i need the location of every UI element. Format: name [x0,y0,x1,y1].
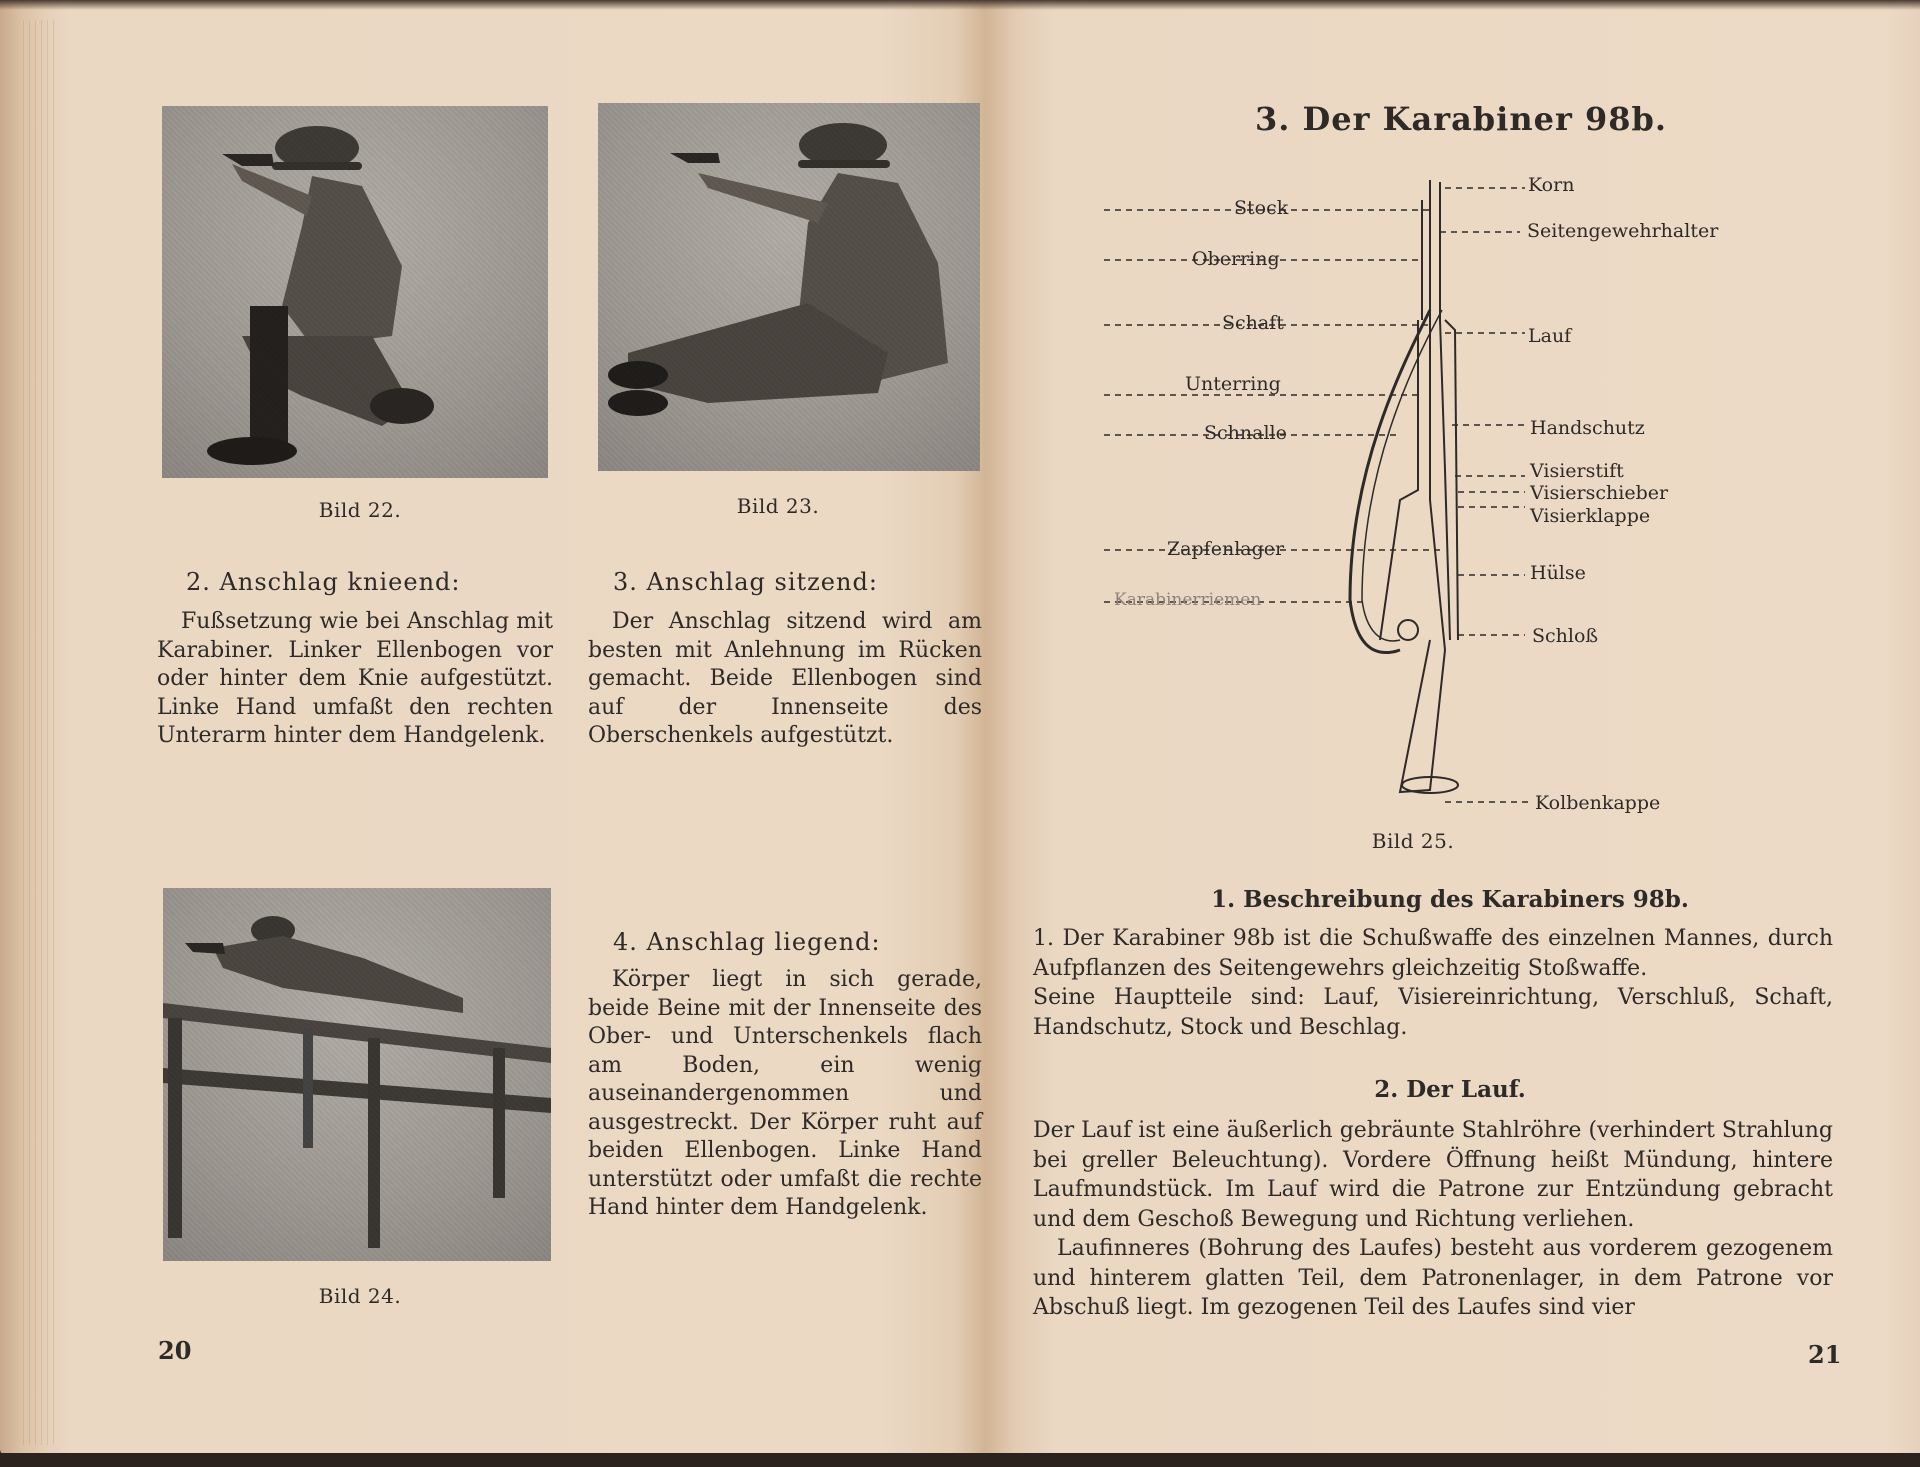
section-text [1033,924,1833,1042]
figure-caption: Bild 22. [318,498,402,522]
section-heading: 3. Anschlag sitzend: [613,568,878,596]
kneeling-soldier-illustration [162,106,548,478]
chapter-title: 3. Der Karabiner 98b. [1255,100,1667,138]
figure-caption: Bild 25. [1371,829,1455,853]
figure-caption: Bild 23. [736,494,820,518]
paragraph: Körper liegt in sich gerade, beide Beine mit der Innenseite des Ober- und Unterschenkels flach am Boden, ein wenig auseinandergenommen und ausgestreckt. Der Körper ruht auf beiden Ellenbogen. Linke Hand unterstützt oder umfaßt die rechte Hand hinter dem Handgelenk. [588,967,982,1220]
photo-prone [163,888,551,1261]
diagram-label: Seitengewehrhalter [1527,220,1719,242]
paragraph: 1. Der Karabiner 98b ist die Schußwaffe des einzelnen Mannes, durch Aufpflanzen des Seitengewehrs gleichzeitig Stoßwaffe. [1033,926,1833,981]
diagram-label: Stock [1234,197,1289,219]
section-text [588,966,982,1223]
diagram-label: Korn [1528,174,1575,196]
diagram-label: Schaft [1222,312,1284,334]
section-heading: 4. Anschlag liegend: [613,928,881,956]
diagram-label: Handschutz [1530,417,1645,439]
section-text [1033,1116,1833,1323]
page-edges [18,20,58,1445]
paragraph: Der Anschlag sitzend wird am besten mit Anlehnung im Rücken gemacht. Beide Ellenbogen sind auf der Innenseite des Oberschenkels aufgestützt. [588,609,982,748]
diagram-label: Kolbenkappe [1535,792,1661,814]
section-text [157,608,553,751]
paragraph: Laufinneres (Bohrung des Laufes) besteht aus vorderem gezogenem und hinterem glatten Teil, dem Patronenlager, in dem Patrone vor Abschuß liegt. Im gezogenen Teil des Laufes sind vier [1033,1236,1833,1320]
diagram-label: Hülse [1530,562,1586,584]
paragraph: Fußsetzung wie bei Anschlag mit Karabiner. Linker Ellenbogen vor oder hinter dem Knie aufgestützt. Linke Hand umfaßt den rechten Unterarm hinter dem Handgelenk. [157,609,553,748]
diagram-label: Unterring [1185,373,1281,395]
section-heading: 2. Der Lauf. [1374,1076,1526,1103]
paragraph: Der Lauf ist eine äußerlich gebräunte Stahlröhre (verhindert Strahlung bei greller Beleuchtung). Vordere Öffnung heißt Mündung, hintere Laufmundstück. Im Lauf wird die Patrone zur Entzündung gebracht und dem Geschoß Bewegung und Richtung verliehen. [1033,1118,1833,1232]
photo-kneeling [162,106,548,478]
section-heading: 1. Beschreibung des Karabiners 98b. [1211,886,1689,913]
diagram-label: Oberring [1192,248,1280,270]
diagram-label: Schnalle [1204,422,1287,444]
diagram-label: Lauf [1528,325,1572,347]
paragraph: Seine Hauptteile sind: Lauf, Visiereinrichtung, Verschluß, Schaft, Handschutz, Stock und Beschlag. [1033,985,1833,1040]
book-bottom-edge [0,1453,1920,1467]
diagram-label: Karabinerriemen [1114,590,1262,610]
section-text [588,608,982,751]
photo-sitting [598,103,980,471]
prone-soldier-illustration [163,888,551,1261]
page-number: 20 [158,1336,192,1365]
diagram-label: Zapfenlager [1167,538,1285,560]
sitting-soldier-illustration [598,103,980,471]
diagram-label: Visierschieber [1530,482,1669,504]
diagram-label: Schloß [1532,625,1599,647]
page-number: 21 [1808,1340,1842,1369]
figure-caption: Bild 24. [318,1284,402,1308]
book-top-edge [0,0,1920,10]
diagram-label: Visierklappe [1530,505,1651,527]
section-heading: 2. Anschlag knieend: [186,568,461,596]
diagram-label: Visierstift [1530,460,1624,482]
